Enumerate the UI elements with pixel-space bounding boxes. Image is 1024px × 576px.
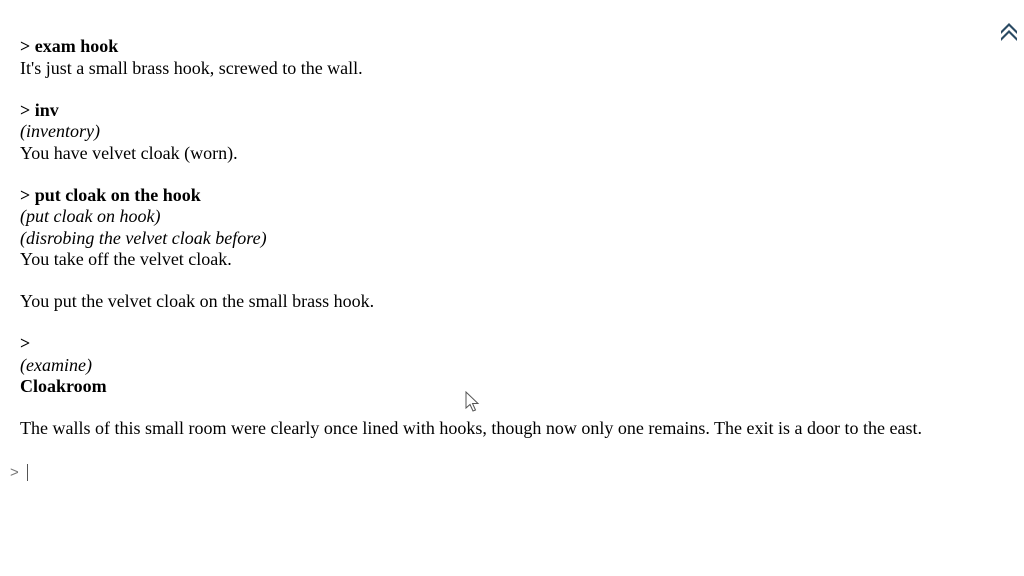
- response-text: You take off the velvet cloak.: [20, 249, 232, 269]
- room-description: The walls of this small room were clearly once lined with hooks, though now only one remains. The exit is a door to the east.: [20, 418, 922, 438]
- room-title: Cloakroom: [20, 376, 107, 396]
- command-prompt: [10, 461, 924, 483]
- game-transcript: [20, 36, 1000, 440]
- paragraph-gap: [20, 79, 1000, 100]
- parser-clarification: (inventory): [20, 121, 100, 141]
- scroll-to-top-button[interactable]: [998, 20, 1020, 42]
- paragraph-gap: [20, 164, 1000, 185]
- parser-clarification: (disrobing the velvet cloak before): [20, 227, 267, 248]
- double-chevron-up-icon: [998, 20, 1020, 42]
- paragraph-gap: [20, 398, 1000, 419]
- command-exam-hook: > exam hook: [20, 36, 119, 56]
- response-text: You put the velvet cloak on the small brass hook.: [20, 291, 375, 311]
- parser-clarification: (put cloak on hook): [20, 206, 161, 226]
- prompt-symbol: >: [10, 463, 19, 481]
- parser-clarification: (examine): [20, 354, 92, 375]
- paragraph-gap: [20, 271, 1000, 292]
- command-inv: > inv: [20, 99, 59, 120]
- command-empty: >: [20, 333, 31, 353]
- paragraph-gap: [20, 313, 1000, 334]
- response-text: You have velvet cloak (worn).: [20, 142, 238, 163]
- command-input[interactable]: [24, 464, 924, 481]
- text-caret: [27, 464, 28, 481]
- command-put-cloak: > put cloak on the hook: [20, 184, 201, 205]
- response-text: It's just a small brass hook, screwed to the wall.: [20, 57, 363, 78]
